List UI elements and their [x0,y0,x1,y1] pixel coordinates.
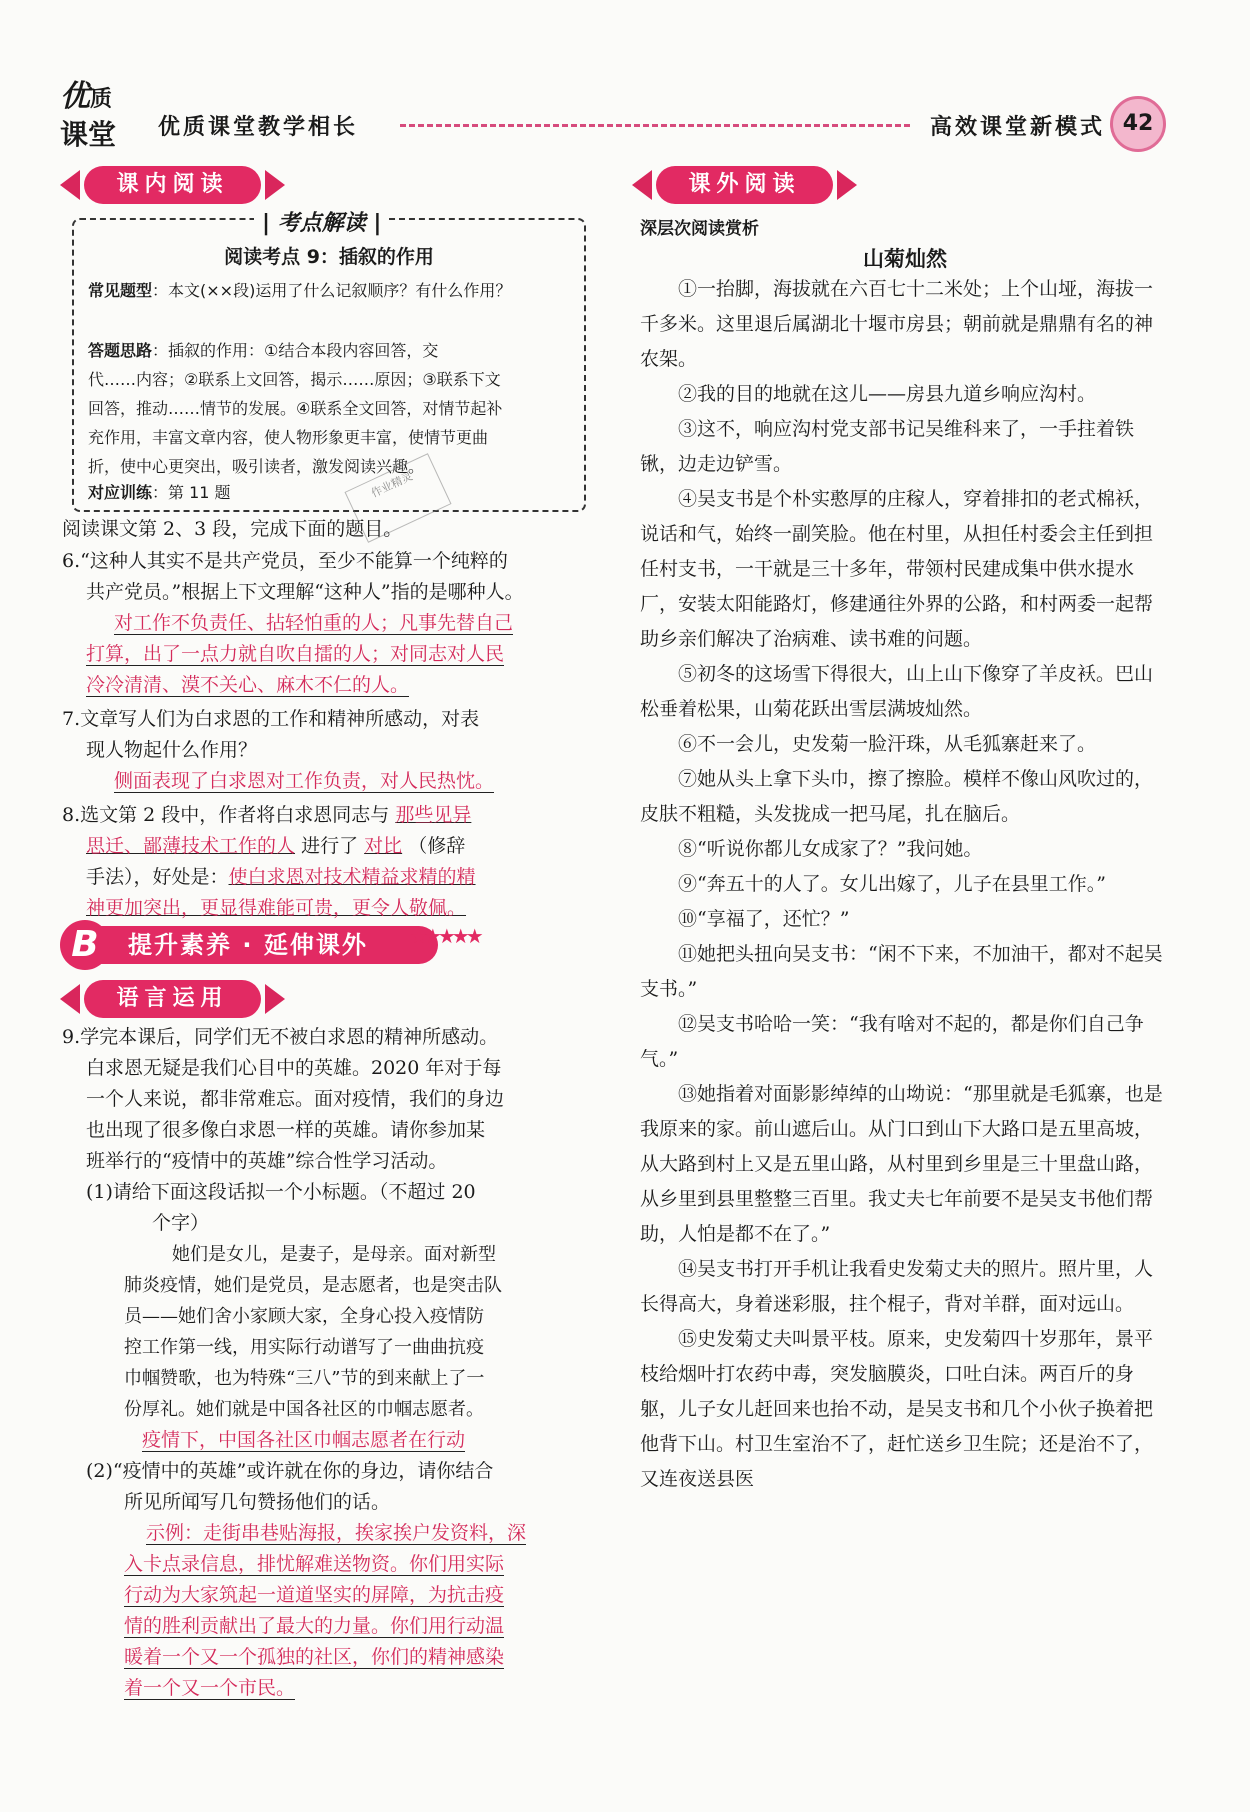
banner-arrow-left-icon [60,170,80,200]
exam-point-box [72,211,586,512]
article-paragraphs [640,272,1170,1497]
article-paragraph: ⑮史发菊丈夫叫景平枝。原来，史发菊四十岁那年，景平枝给烟叶打农药中毒，突发脑膜炎，口吐白沫。两百斤的身躯，儿子女儿赶回来也抬不动，是吴支书和几个小伙子换着把他背下山。村卫生室治不了，赶忙送乡卫生院；还是治不了，又连夜送县医 [640,1328,1154,1490]
banner-arrow-left-icon [60,984,80,1014]
article-paragraph: ①一抬脚，海拔就在六百七十二米处；上个山垭，海拔一千多米。这里退后属湖北十堰市房县；朝前就是鼎鼎有名的神农架。 [640,278,1154,370]
section-banner-in-class-reading: 课内阅读 [60,166,285,204]
common-question-type: 常见题型：本文(××段)运用了什么记叙顺序？有什么作用？ [88,281,512,300]
question-8: 8.选文第 2 段中，作者将白求恩同志与 那些见异 思迁、鄙薄技术工作的人 进行了 对比 （修辞 手法），好处是：使白求恩对技术精益求精的精 神更加突出，更显得难能可贵，更令人敬佩。 [62,804,476,919]
header-right-slogan: 高效课堂新模式 [930,115,1106,140]
article-paragraph: ④吴支书是个朴实憨厚的庄稼人，穿着排扣的老式棉袄，说话和气，始终一副笑脸。他在村里，从担任村委会主任到担任村支书，一干就是三十多年，带领村民建成集中供水提水厂，安装太阳能路灯，修建通往外界的公路，和村两委一起帮助乡亲们解决了治病难、读书难的问题。 [640,488,1154,650]
page-header [60,80,1180,160]
article-paragraph: ②我的目的地就在这儿——房县九道乡响应沟村。 [678,383,1097,405]
section-b-label: 提升素养 · 延伸课外 [100,926,438,964]
page-number-badge: 42 [1110,96,1166,152]
banner-arrow-left-icon [632,170,652,200]
corresponding-training: 对应训练：第 11 题 [88,483,231,502]
exam-point-title: | 考点解读 | [254,206,389,237]
article-paragraph: ⑬她指着对面影影绰绰的山坳说：“那里就是毛狐寨，也是我原来的家。前山遮后山。从门口到山下大路口是五里高坡，从大路到村上又是五里山路，从村里到乡里是三十里盘山路，从乡里到县里整整三百里。我丈夫七年前要不是吴支书他们帮助，人怕是都不在了。” [640,1083,1163,1245]
article-title: 山菊灿然 [863,247,947,271]
section-banner-extra-reading: 课外阅读 [632,166,857,204]
article-paragraph: ⑥不一会儿，史发菊一脸汗珠，从毛狐寨赶来了。 [678,733,1097,755]
header-divider [400,124,910,127]
article-paragraph: ③这不，响应沟村党支部书记吴维科来了，一手拄着铁锹，边走边铲雪。 [640,418,1135,475]
banner-arrow-right-icon [265,170,285,200]
header-left-slogan: 优质课堂教学相长 [158,115,359,140]
exam-point-subtitle: 阅读考点 9：插叙的作用 [224,246,434,268]
article-paragraph: ⑤初冬的这场雪下得很大，山上山下像穿了羊皮袄。巴山松垂着松果，山菊花跃出雪层满坡灿然。 [640,663,1154,720]
section-b-banner [60,920,480,970]
banner-arrow-right-icon [837,170,857,200]
answer-approach: 答题思路：插叙的作用：①结合本段内容回答，交 代……内容；②联系上文回答，揭示……原因；③联系下文 回答，推动……情节的发展。④联系全文回答，对情节起补 充作用，丰富文章内容，使人物形象更丰富，使情节更曲 折，使中心更突出，吸引读者，激发阅读兴趣。 [88,341,503,476]
watermark-stamp: 作业精灵 [344,453,451,543]
section-b-letter: B [60,920,110,970]
star-decoration-icon: ★★★★★ [410,924,480,948]
article-paragraph: ⑫吴支书哈哈一笑：“我有啥对不起的，都是你们自己争气。” [640,1013,1144,1070]
article-paragraph: ⑪她把头扭向吴支书：“闲不下来，不加油干，都对不起吴支书。” [640,943,1163,1000]
deep-reading-label: 深层次阅读赏析 [640,219,759,239]
article-paragraph: ⑦她从头上拿下头巾，擦了擦脸。模样不像山风吹过的，皮肤不粗糙，头发拢成一把马尾，扎在脑后。 [640,768,1154,825]
reading-instruction: 阅读课文第 2、3 段，完成下面的题目。 [62,518,403,540]
article-paragraph: ⑭吴支书打开手机让我看史发菊丈夫的照片。照片里，人长得高大，身着迷彩服，拄个棍子，背对羊群，面对远山。 [640,1258,1154,1315]
question-7: 7.文章写人们为白求恩的工作和精神所感动，对表 现人物起什么作用？ 侧面表现了白求恩对工作负责，对人民热忱。 [62,708,495,792]
question-9: 9.学完本课后，同学们无不被白求恩的精神所感动。 白求恩无疑是我们心目中的英雄。2020 年对于每 一个人来说，都非常难忘。面对疫情，我们的身边 也出现了很多像白求恩一样的英雄。请你参加某 班举行的“疫情中的英雄”综合性学习活动。 (1)请给下面这段话拟一个小标题。（不超过 20 个字） 她们是女儿，是妻子，是母亲。面对新型 肺炎疫情，她们是党员，是志愿者，也是突击队 员——她们舍小家顾大家，全身心投入疫情防 控工作第一线，用实际行动谱写了一曲曲抗疫 巾帼赞歌，也为特殊“三八”节的到来献上了一 份厚礼。她们就是中国各社区的巾帼志愿者。 疫情下，中国各社区巾帼志愿者在行动 (2)“疫情中的英雄”或许就在你的身边，请你结合 所见所闻写几句赞扬他们的话。 示例：走街串巷贴海报，挨家挨户发资料，深 入卡点录信息，排忧解难送物资。你们用实际 行动为大家筑起一道道坚实的屏障，为抗击疫 情的胜利贡献出了最大的力量。你们用行动温 暖着一个又一个孤独的社区，你们的精神感染 着一个又一个市民。 [62,1026,527,1699]
section-banner-language-use: 语言运用 [60,980,285,1018]
question-6: 6.“这种人其实不是共产党员，至少不能算一个纯粹的 共产党员。”根据上下文理解“这种人”指的是哪种人。 对工作不负责任、拈轻怕重的人；凡事先替自己 打算，出了一点力就自吹自擂的人；对同志对人民 冷冷清清、漠不关心、麻木不仁的人。 [62,550,524,696]
article-paragraph: ⑩“享福了，还忙？” [678,908,850,930]
brand-logo: 优质 课堂 [60,79,117,151]
article-paragraph: ⑨“奔五十的人了。女儿出嫁了，儿子在县里工作。” [678,873,1106,895]
article-paragraph: ⑧“听说你都儿女成家了？”我问她。 [678,838,983,860]
banner-arrow-right-icon [265,984,285,1014]
